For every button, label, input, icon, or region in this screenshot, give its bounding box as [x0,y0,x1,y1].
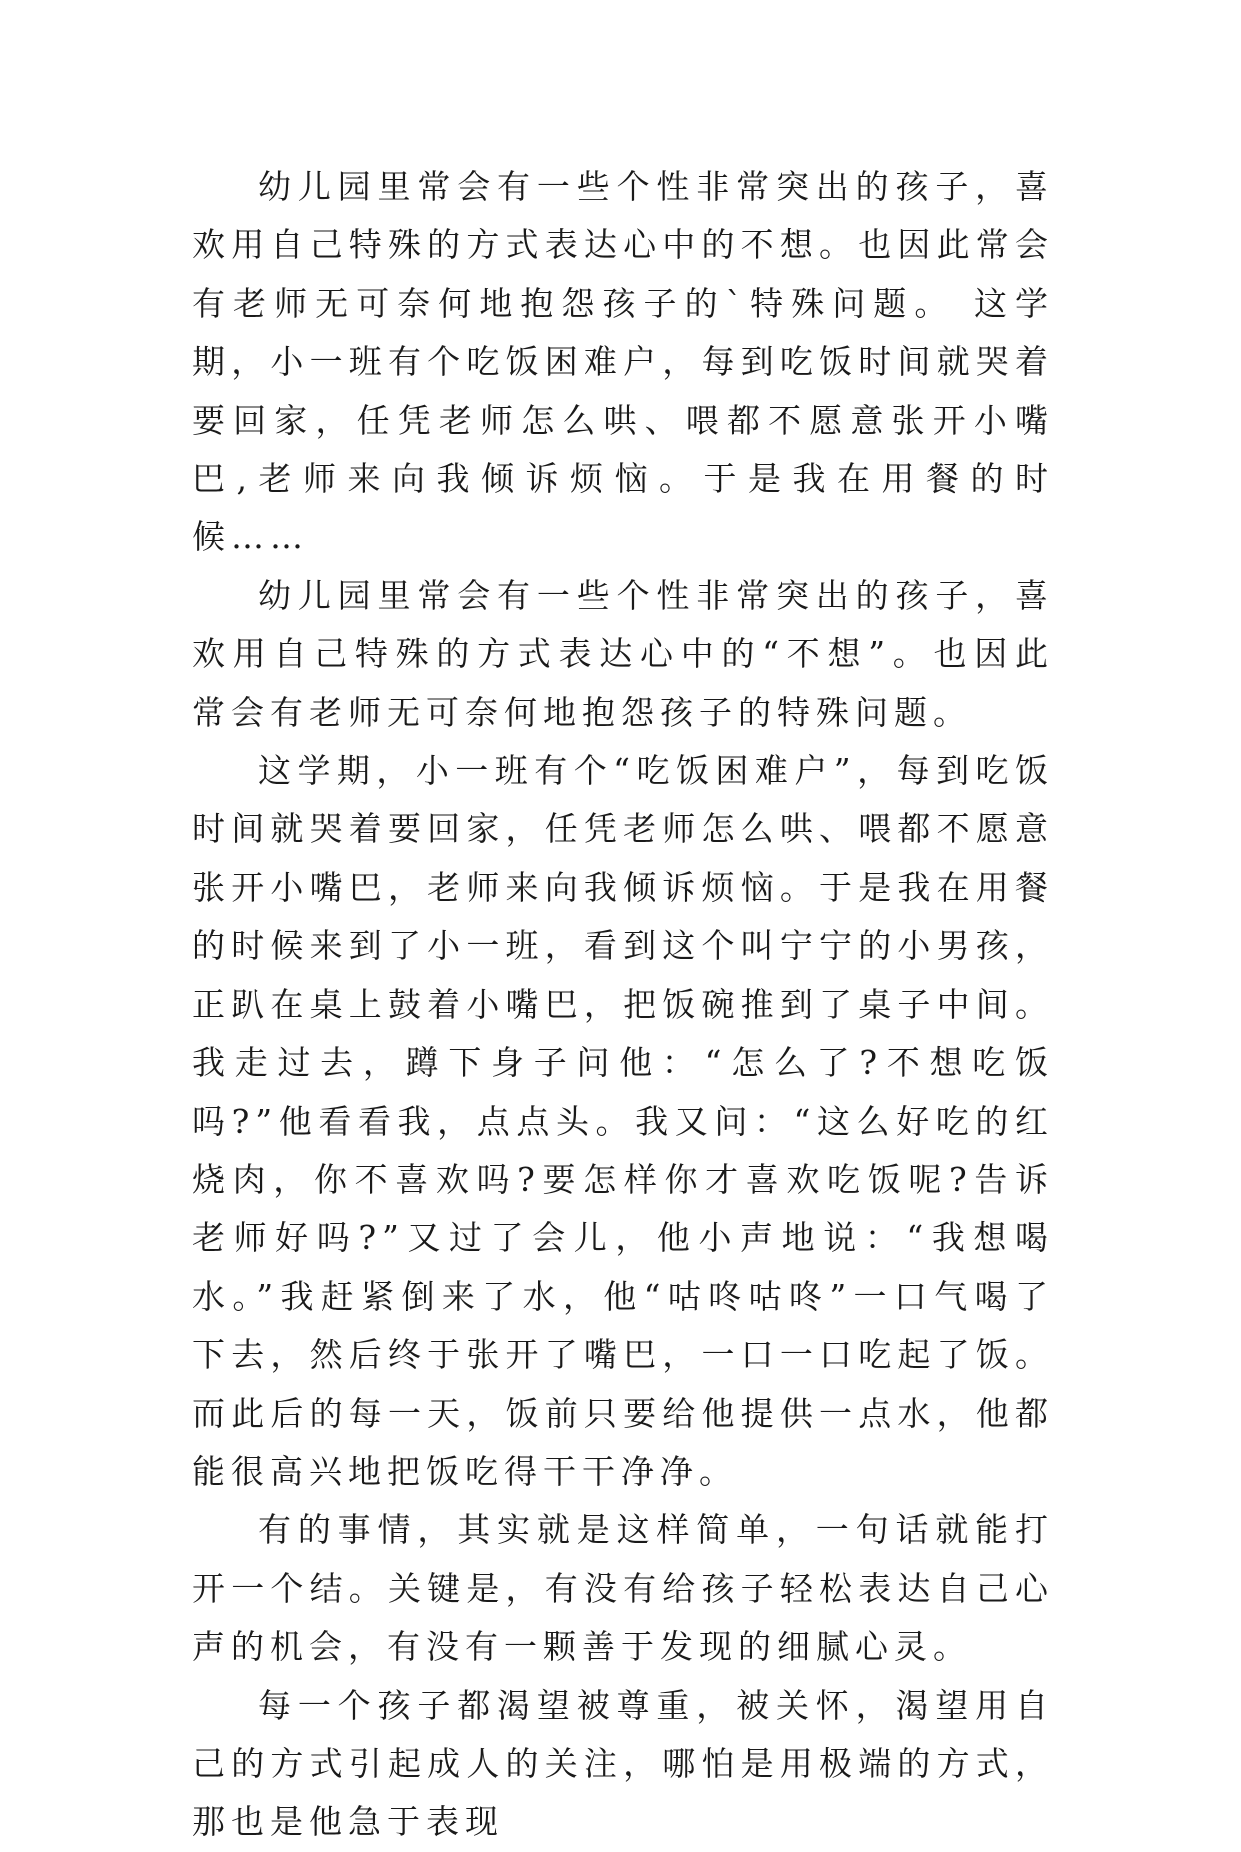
paragraph: 幼儿园里常会有一些个性非常突出的孩子，喜欢用自己特殊的方式表达心中的“不想”。也因此常会有老师无可奈何地抱怨孩子的特殊问题。 [192,575,1054,732]
paragraph: 幼儿园里常会有一些个性非常突出的孩子，喜欢用自己特殊的方式表达心中的不想。也因此常会有老师无可奈何地抱怨孩子的`特殊问题。 这学期，小一班有个吃饭困难户，每到吃饭时间就哭着要回家，任凭老师怎么哄、喂都不愿意张开小嘴巴,老师来向我倾诉烦恼。于是我在用餐的时候…… [192,167,1054,557]
document-body [192,158,1054,1852]
paragraph: 这学期，小一班有个“吃饭困难户”，每到吃饭时间就哭着要回家，任凭老师怎么哄、喂都不愿意张开小嘴巴，老师来向我倾诉烦恼。于是我在用餐的时候来到了小一班，看到这个叫宁宁的小男孩，正趴在桌上鼓着小嘴巴，把饭碗推到了桌子中间。我走过去，蹲下身子问他：“怎么了?不想吃饭吗?”他看看我，点点头。我又问：“这么好吃的红烧肉，你不喜欢吗?要怎样你才喜欢吃饭呢?告诉老师好吗?”又过了会儿，他小声地说：“我想喝水。”我赶紧倒来了水，他“咕咚咕咚”一口气喝了下去，然后终于张开了嘴巴，一口一口吃起了饭。而此后的每一天，饭前只要给他提供一点水，他都能很高兴地把饭吃得干干净净。 [192,751,1054,1491]
paragraph: 有的事情，其实就是这样简单，一句话就能打开一个结。关键是，有没有给孩子轻松表达自己心声的机会，有没有一颗善于发现的细腻心灵。 [192,1510,1054,1667]
paragraph: 每一个孩子都渴望被尊重，被关怀，渴望用自己的方式引起成人的关注，哪怕是用极端的方式，那也是他急于表现 [192,1685,1054,1842]
